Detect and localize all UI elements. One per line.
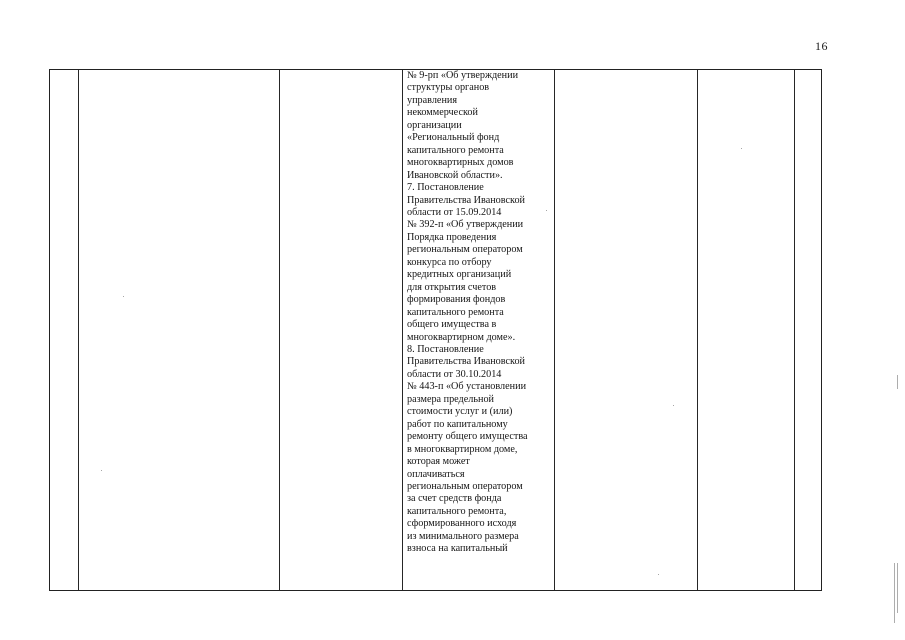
cell-text-line: размера предельной <box>407 393 494 405</box>
cell-text-line: многоквартирных домов <box>407 157 514 169</box>
cell-text-line: конкурса по отбору <box>407 256 492 268</box>
cell-text-line: ремонту общего имущества <box>407 431 528 443</box>
cell-text-line: для открытия счетов <box>407 281 497 293</box>
cell-text-line: № 392-п «Об утверждении <box>407 219 524 231</box>
cell-text-line: региональным оператором <box>407 480 523 492</box>
scan-speck <box>101 470 102 471</box>
scan-speck <box>546 210 547 211</box>
cell-text-line: стоимости услуг и (или) <box>407 406 513 418</box>
cell-text-line: № 9-рп «Об утверждении <box>407 70 519 81</box>
cell-text-line: многоквартирном доме». <box>407 331 516 343</box>
scan-edge-mark <box>897 563 898 613</box>
cell-text-line: капитального ремонта <box>407 144 504 156</box>
scan-speck <box>741 148 742 149</box>
column-divider-3 <box>402 70 403 590</box>
cell-text-line: № 443-п «Об установлении <box>407 381 527 393</box>
cell-text-line: оплачиваться <box>407 468 465 480</box>
scan-speck <box>123 296 124 297</box>
column-divider-1 <box>78 70 79 590</box>
cell-text-line: 8. Постановление <box>407 343 484 355</box>
cell-text-line: области от 30.10.2014 <box>407 368 502 380</box>
cell-text-line: региональным оператором <box>407 244 523 256</box>
column-divider-5 <box>697 70 698 590</box>
cell-text-line: взноса на капитальный <box>407 543 508 555</box>
cell-text-line: капитального ремонта, <box>407 505 507 517</box>
cell-text-line: за счет средств фонда <box>407 493 502 505</box>
document-table <box>49 69 822 591</box>
cell-text-line: организации <box>407 119 462 131</box>
cell-text-line: работ по капитальному <box>407 418 508 430</box>
scan-edge-mark <box>897 375 898 389</box>
cell-text-line: 7. Постановление <box>407 182 484 194</box>
cell-text-line: в многоквартирном доме, <box>407 443 518 455</box>
cell-text-line: Правительства Ивановской <box>407 194 526 206</box>
cell-text-line: из минимального размера <box>407 530 519 542</box>
column-divider-6 <box>794 70 795 590</box>
cell-text-line: сформированного исходя <box>407 518 517 530</box>
cell-text-line: управления <box>407 94 458 106</box>
cell-text-line: общего имущества в <box>407 319 497 331</box>
cell-text-line: которая может <box>407 456 470 468</box>
cell-text-line: Порядка проведения <box>407 231 497 243</box>
cell-text-line: Ивановской области». <box>407 169 503 181</box>
cell-text-line: кредитных организаций <box>407 269 512 281</box>
cell-text-line: области от 15.09.2014 <box>407 206 502 218</box>
cell-text-line: формирования фондов <box>407 294 506 306</box>
cell-text-line: капитального ремонта <box>407 306 504 318</box>
page-number: 16 <box>815 39 828 53</box>
cell-text-line: «Региональный фонд <box>407 132 500 144</box>
cell-text-line: структуры органов <box>407 82 490 94</box>
column-divider-2 <box>279 70 280 590</box>
cell-text-line: Правительства Ивановской <box>407 356 526 368</box>
scan-speck <box>658 574 659 575</box>
cell-text-line: некоммерческой <box>407 107 478 119</box>
scan-speck <box>673 405 674 406</box>
scan-edge-mark <box>894 563 895 623</box>
table-cell-text <box>407 70 557 556</box>
